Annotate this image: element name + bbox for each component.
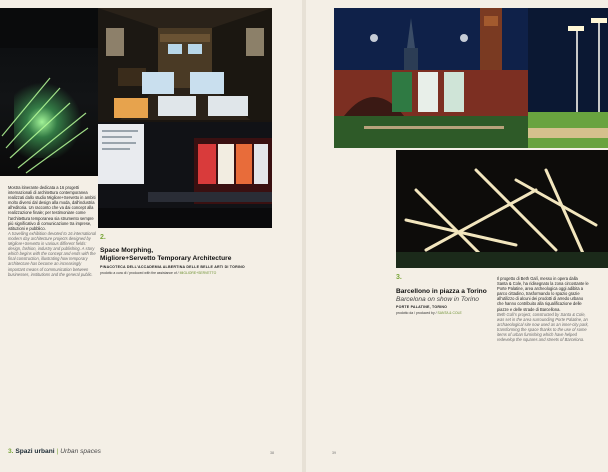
- section-footer: 3. Spazi urbani | Urban spaces: [8, 448, 101, 455]
- project-title-en-right: Barcelona on show in Torino: [396, 296, 479, 303]
- right-body-it: Il progetto di Beth Galí, messo in opera dalla Santa & Cole, ha ridisegnato la zona circostante le Porte Palatine, area archeologica oggi adibita a parco cittadino, trasformando lo spazio grazie all'utilizzo di alcuni dei prodotti di arredo urbano che hanno contribuito alla riqualificazione delle piazze e delle strade di Barcellona.: [497, 276, 589, 312]
- project-credit: [100, 271, 216, 276]
- photo-street-lamps: [528, 8, 608, 148]
- project-title-right: Barcellono in piazza a Torino: [396, 288, 487, 295]
- right-body-en: Beth Galí's project, constructed by Santa & Cole, was set in the area surrounding Porte Palatine, an archaeological site now used as an inner-city park, transforming the space thanks to the use of some items of urban furnishing which have helped redevelop the squares and streets of Barcelona.: [497, 311, 589, 343]
- project-title-line2: Migliore+Servetto Temporary Architecture: [100, 255, 232, 262]
- right-body-text: [497, 276, 589, 342]
- section-title-en: Urban spaces: [60, 448, 101, 455]
- section-title-it: Spazi urbani: [15, 448, 55, 455]
- photo-exhibition-hall: [98, 8, 272, 138]
- intro-text-en: A travelling exhibition devoted to 16 international modern day architecture projects designed by Migliore+Servetto in various different fields: design, fashion, industry and publishing. A story which begins with the concept and ends with the final construction, illustrating how temporary architecture has become an increasingly important means of communication between businesses, institutions and the general public.: [8, 230, 96, 277]
- credit-prefix-right: prodotto da / produced by /: [396, 311, 437, 315]
- project-title-line1: Space Morphing,: [100, 247, 154, 254]
- photo-green-light-installation: [0, 8, 98, 176]
- page-number-left: 38: [270, 451, 274, 455]
- project-credit-right: [396, 311, 462, 316]
- project-number: 2.: [100, 234, 106, 241]
- project-title: [100, 247, 270, 263]
- project-location: PINACOTECA DELL'ACCADEMIA ALBERTINA DELLE BELLE ARTI DI TORINO: [100, 265, 245, 269]
- photo-porte-palatine-night: [334, 8, 528, 148]
- project-number-right: 3.: [396, 274, 402, 281]
- section-number: 3.: [8, 448, 14, 455]
- photo-light-rods-installation: [396, 150, 608, 268]
- intro-text: [8, 185, 96, 277]
- credit-name-right: SANTA & COLE: [437, 311, 462, 315]
- intro-text-it: Mostra itinerante dedicata a 16 progetti internazionali di architettura contemporanea realizzati dallo studio Migliore+Servetto in ambiti molto diversi dal design alla moda, dall'industria all'editoria. Un racconto che va dai concept alla realizzazione finale; per testimoniare come l'architettura temporanea sia strumento sempre più significativo di comunicazione tra imprese, istituzioni e pubblico.: [8, 185, 96, 231]
- credit-name: MIGLIORE+SERVETTO: [179, 271, 217, 275]
- credit-prefix: prodotto a cura di / produced with the assistance of /: [100, 271, 179, 275]
- photo-illuminated-panels: [98, 122, 272, 228]
- project-location-right: PORTE PALATINE, TORINO: [396, 305, 448, 309]
- page-number-right: 39: [332, 451, 336, 455]
